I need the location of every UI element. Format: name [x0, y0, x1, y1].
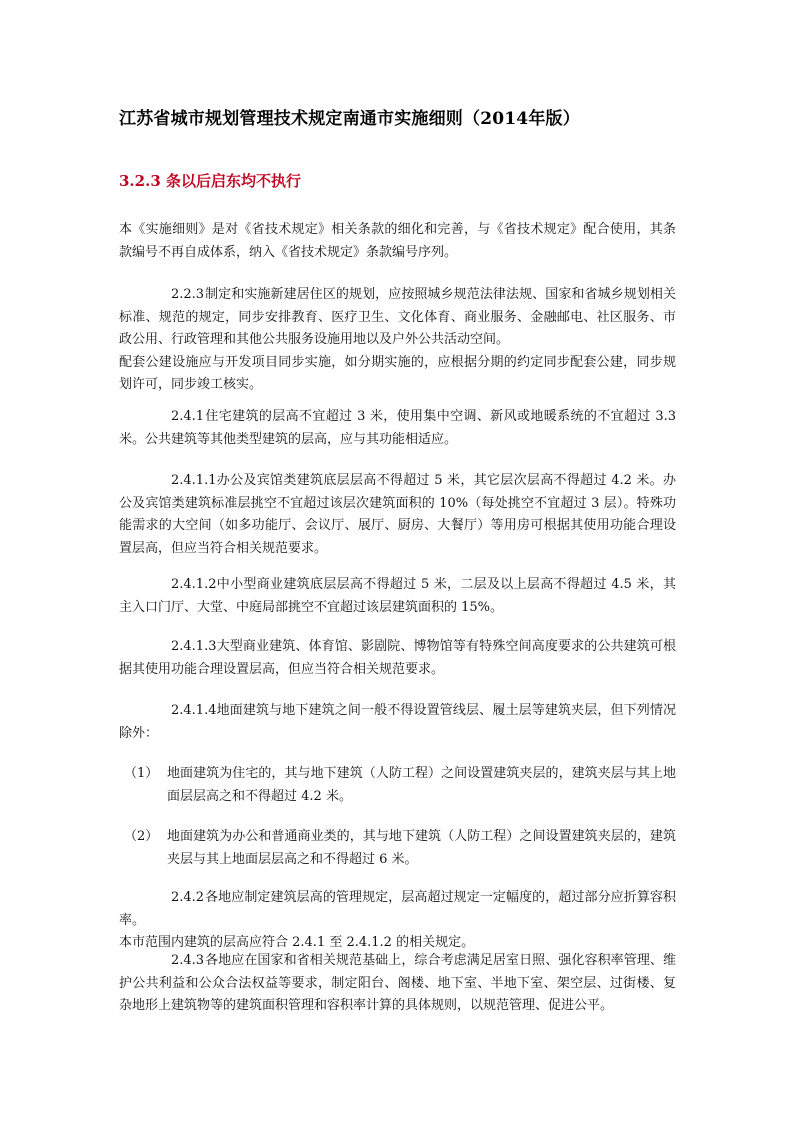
- clause-text: 地面建筑与地下建筑之间一般不得设置管线层、履土层等建筑夹层，但下列情况除外：: [119, 703, 676, 741]
- clause-2-4-2: [119, 887, 676, 955]
- clause-2-4-1: [119, 406, 676, 451]
- clause-number: 2.4.3: [171, 953, 205, 968]
- clause-number: 2.2.3: [171, 287, 205, 302]
- clause-number: 2.4.1.3: [171, 639, 217, 654]
- document-subtitle: 3.2.3 条以后启东均不执行: [119, 172, 301, 190]
- clause-text: 各地应在国家和省相关规范基础上，综合考虑满足居室日照、强化容积率管理、维护公共利益和公众合法权益等要求，制定阳台、阁楼、地下室、半地下室、架空层、过街楼、复杂地形上建筑物等的建筑面积管理和容积率计算的具体规则，以规范管理、促进公平。: [119, 953, 676, 1013]
- list-marker: （2）: [124, 829, 159, 844]
- clause-extra-text: 本市范围内建筑的层高应符合 2.4.1 至 2.4.1.2 的相关规定。: [119, 935, 475, 950]
- clause-number: 2.4.2: [171, 890, 205, 905]
- intro-text: 本《实施细则》是对《省技术规定》相关条款的细化和完善，与《省技术规定》配合使用，其条款编号不再自成体系，纳入《省技术规定》条款编号序列。: [119, 222, 676, 260]
- clause-text: 各地应制定建筑层高的管理规定，层高超过规定一定幅度的，超过部分应折算容积率。: [119, 890, 676, 928]
- clause-2-4-1-3: [119, 636, 676, 681]
- clause-2-4-1-2: [119, 574, 676, 619]
- clause-2-4-1-4: [119, 700, 676, 745]
- clause-number: 2.4.1.1: [171, 473, 217, 488]
- clause-2-4-1-1: [119, 470, 676, 560]
- list-item-text: 地面建筑为办公和普通商业类的，其与地下建筑（人防工程）之间设置建筑夹层的，建筑夹层与其上地面层层高之和不得超过 6 米。: [167, 829, 676, 867]
- document-title: 江苏省城市规划管理技术规定南通市实施细则（2014年版）: [119, 109, 580, 129]
- intro-paragraph: [119, 219, 676, 264]
- list-marker: （1）: [124, 766, 159, 781]
- list-item: [124, 763, 676, 808]
- list-item: [124, 826, 676, 871]
- clause-text: 制定和实施新建居住区的规划，应按照城乡规范法律法规、国家和省城乡规划相关标准、规范的规定，同步安排教育、医疗卫生、文化体育、商业服务、金融邮电、社区服务、市政公用、行政管理和其他公共服务设施用地以及户外公共活动空间。: [119, 287, 676, 347]
- clause-number: 2.4.1.2: [171, 577, 217, 592]
- clause-number: 2.4.1.4: [171, 703, 217, 718]
- clause-number: 2.4.1: [171, 409, 205, 424]
- clause-2-2-3: [119, 284, 676, 397]
- clause-text: 大型商业建筑、体育馆、影剧院、博物馆等有特殊空间高度要求的公共建筑可根据其使用功能合理设置层高，但应当符合相关规范要求。: [119, 639, 676, 677]
- clause-2-4-3: [119, 950, 676, 1018]
- list-item-text: 地面建筑为住宅的，其与地下建筑（人防工程）之间设置建筑夹层的，建筑夹层与其上地面层层高之和不得超过 4.2 米。: [167, 766, 676, 804]
- clause-text: 办公及宾馆类建筑底层层高不得超过 5 米，其它层次层高不得超过 4.2 米。办公及宾馆类建筑标准层挑空不宜超过该层次建筑面积的 10%（每处挑空不宜超过 3 层）。特殊功能需求的大空间（如多功能厅、会议厅、展厅、厨房、大餐厅）等用房可根据其使用功能合理设置层高，但应当符合相关规范要求。: [119, 473, 676, 556]
- clause-text: 住宅建筑的层高不宜超过 3 米，使用集中空调、新风或地暖系统的不宜超过 3.3 米。公共建筑等其他类型建筑的层高，应与其功能相适应。: [119, 409, 676, 447]
- clause-extra-text: 配套公建设施应与开发项目同步实施，如分期实施的，应根据分期的约定同步配套公建，同步规划许可，同步竣工核实。: [119, 354, 676, 392]
- clause-text: 中小型商业建筑底层层高不得超过 5 米，二层及以上层高不得超过 4.5 米，其主入口门厅、大堂、中庭局部挑空不宜超过该层建筑面积的 15%。: [119, 577, 676, 615]
